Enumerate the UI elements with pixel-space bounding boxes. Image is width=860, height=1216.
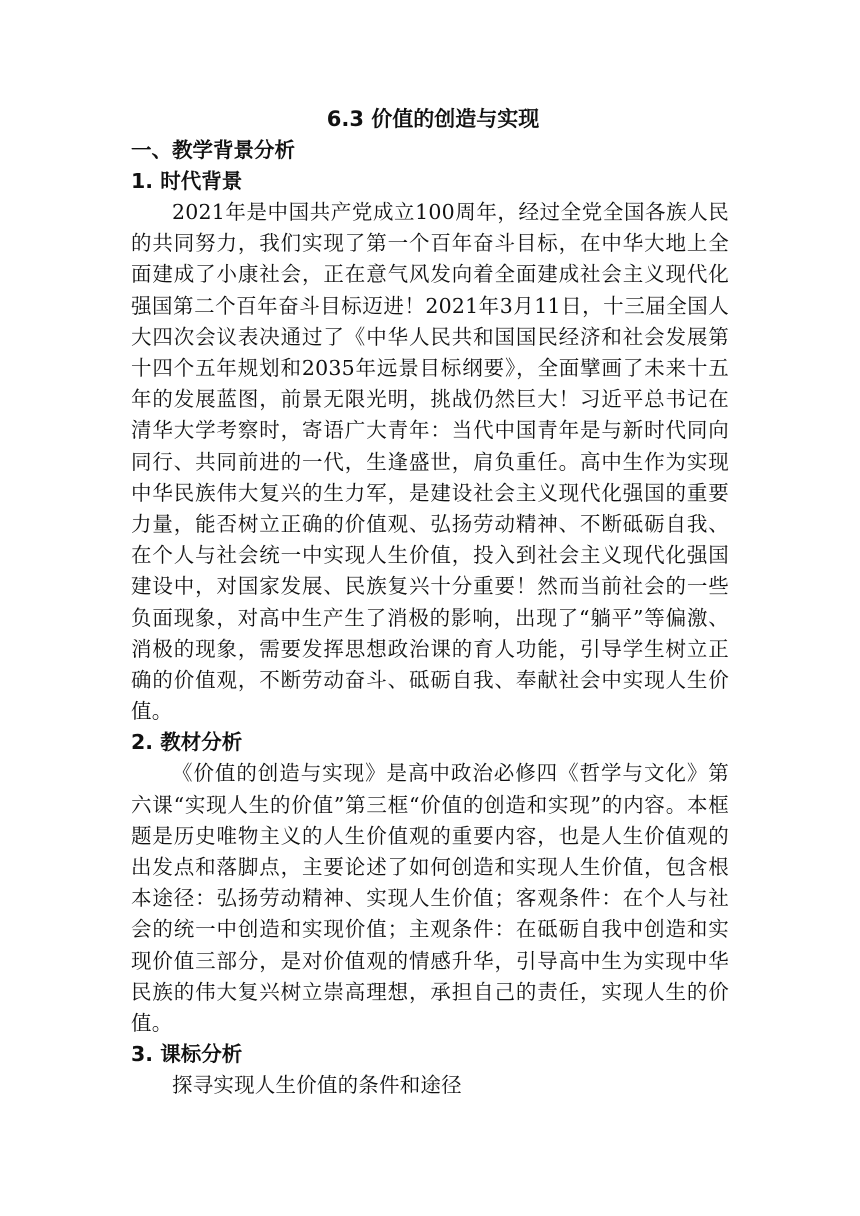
subsection-heading-curriculum-standard: 3. 课标分析 xyxy=(131,1042,243,1067)
subsection-heading-textbook-analysis: 2. 教材分析 xyxy=(131,730,243,755)
subsection-heading-era-background: 1. 时代背景 xyxy=(131,169,243,193)
era-background-paragraph: 2021年是中国共产党成立100周年，经过全党全国各族人民的共同努力，我们实现了第一个百年奋斗目标，在中华大地上全面建成了小康社会，正在意气风发向着全面建成社会主义现代化强国第二个百年奋斗目标迈进！2021年3月11日，十三届全国人大四次会议表决通过了《中华人民共和国国民经济和社会发展第十四个五年规划和2035年远景目标纲要》，全面擘画了未来十五年的发展蓝图，前景无限光明，挑战仍然巨大！习近平总书记在清华大学考察时，寄语广大青年：当代中国青年是与新时代同向同行、共同前进的一代，生逢盛世，肩负重任。高中生作为实现中华民族伟大复兴的生力军，是建设社会主义现代化强国的重要力量，能否树立正确的价值观、弘扬劳动精神、不断砥砺自我、在个人与社会统一中实现人生价值，投入到社会主义现代化强国建设中，对国家发展、民族复兴十分重要！然而当前社会的一些负面现象，对高中生产生了消极的影响，出现了“躺平”等偏激、消极的现象，需要发挥思想政治课的育人功能，引导学生树立正确的价值观，不断劳动奋斗、砥砺自我、奉献社会中实现人生价值。 xyxy=(131,200,729,724)
curriculum-standard-paragraph: 探寻实现人生价值的条件和途径 xyxy=(172,1073,462,1098)
textbook-analysis-paragraph: 《价值的创造与实现》是高中政治必修四《哲学与文化》第六课“实现人生的价值”第三框“价值的创造和实现”的内容。本框题是历史唯物主义的人生价值观的重要内容，也是人生价值观的出发点和落脚点，主要论述了如何创造和实现人生价值，包含根本途径：弘扬劳动精神、实现人生价值；客观条件：在个人与社会的统一中创造和实现价值；主观条件：在砥砺自我中创造和实现价值三部分，是对价值观的情感升华，引导高中生为实现中华民族的伟大复兴树立崇高理想，承担自己的责任，实现人生的价值。 xyxy=(131,761,729,1036)
document-title: 6.3 价值的创造与实现 xyxy=(326,107,540,131)
section-heading-teaching-background: 一、教学背景分析 xyxy=(131,138,295,162)
document-page xyxy=(131,103,729,1101)
